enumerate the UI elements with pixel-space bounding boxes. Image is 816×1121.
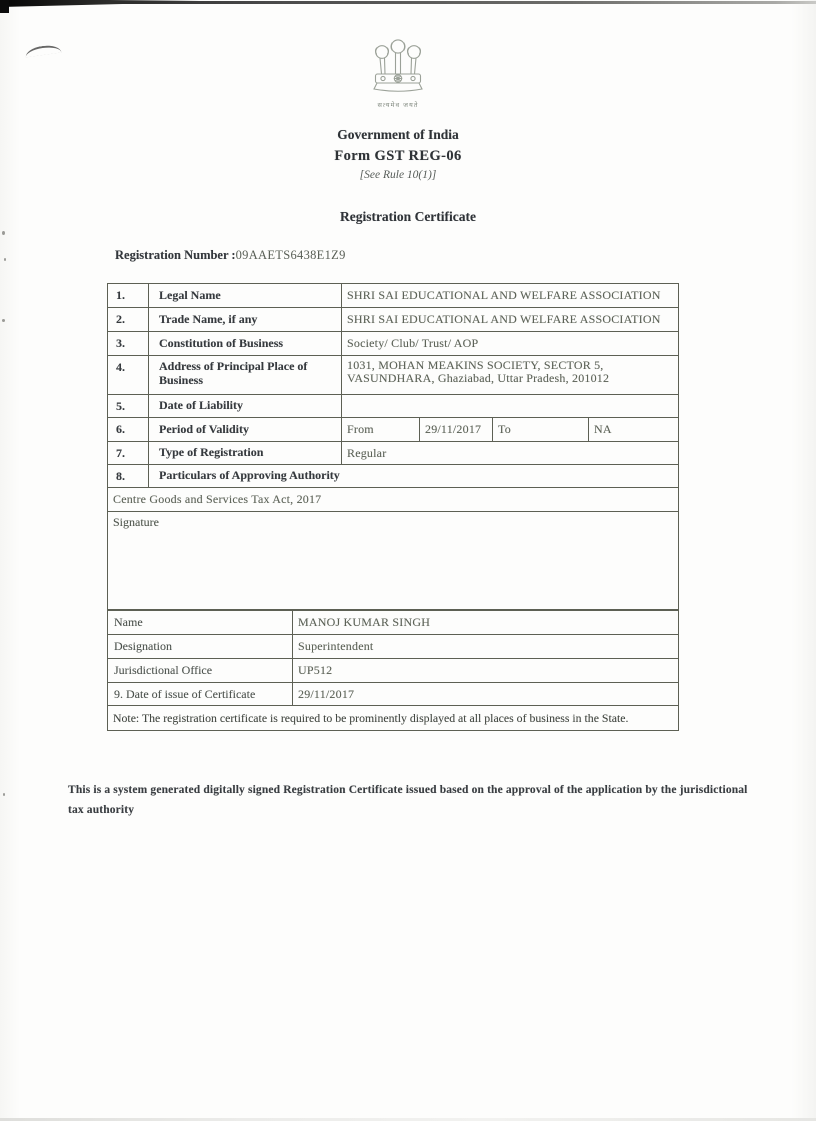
approving-authority-table <box>107 609 679 731</box>
digital-signature-disclaimer <box>68 781 748 820</box>
row-number: 5. <box>108 395 149 418</box>
field-value: SHRI SAI EDUCATIONAL AND WELFARE ASSOCIATION <box>342 308 679 332</box>
field-value: Society/ Club/ Trust/ AOP <box>342 332 679 356</box>
field-label: Address of Principal Place of Business <box>149 356 342 395</box>
disclaimer-line: tax authority <box>68 803 135 816</box>
row-number: 7. <box>108 442 149 465</box>
registration-number-value: 09AAETS6438E1Z9 <box>235 248 346 262</box>
table-row <box>108 683 679 706</box>
field-label: Date of Liability <box>149 395 342 418</box>
table-row <box>108 488 679 512</box>
scan-speck <box>3 793 5 796</box>
field-value <box>342 395 679 418</box>
government-of-india-heading: Government of India <box>337 127 459 142</box>
table-row <box>108 308 679 332</box>
table-row <box>108 356 679 395</box>
registration-number-line <box>115 248 346 263</box>
officer-field-value: 29/11/2017 <box>293 683 679 706</box>
table-row <box>108 442 679 465</box>
certificate-details-table <box>107 283 679 611</box>
validity-from-label: From <box>342 418 420 442</box>
disclaimer-line: This is a system generated digitally signed Registration Certificate issued based on the approval of the application by the jurisdictional <box>68 784 748 796</box>
field-value: SHRI SAI EDUCATIONAL AND WELFARE ASSOCIATION <box>342 284 679 308</box>
officer-field-value: Superintendent <box>293 635 679 659</box>
certificate-title: Registration Certificate <box>339 209 477 224</box>
row-number: 6. <box>108 418 149 442</box>
field-label: Particulars of Approving Authority <box>149 465 679 488</box>
table-row <box>108 332 679 356</box>
table-row <box>108 512 679 611</box>
officer-field-label: Jurisdictional Office <box>108 659 293 683</box>
officer-field-label: Designation <box>108 635 293 659</box>
india-national-emblem-icon <box>366 36 430 109</box>
scan-speck <box>2 319 5 322</box>
act-name: Centre Goods and Services Tax Act, 2017 <box>108 488 679 512</box>
table-row <box>108 610 679 635</box>
field-label: Trade Name, if any <box>149 308 342 332</box>
scan-corner-mark <box>0 0 9 13</box>
registration-number-label: Registration Number : <box>115 248 236 262</box>
field-label: Legal Name <box>149 284 342 308</box>
rule-reference: [See Rule 10(1)] <box>359 169 437 181</box>
emblem-motto: सत्यमेव जयते <box>377 101 419 109</box>
document-header <box>0 36 806 181</box>
table-row <box>108 465 679 488</box>
scan-speck <box>4 258 6 261</box>
row-number: 1. <box>108 284 149 308</box>
row-number: 4. <box>108 356 149 395</box>
table-row <box>108 635 679 659</box>
row-number: 2. <box>108 308 149 332</box>
officer-field-value: UP512 <box>293 659 679 683</box>
table-row <box>108 418 679 442</box>
table-row <box>108 284 679 308</box>
field-label: Constitution of Business <box>149 332 342 356</box>
validity-from-value: 29/11/2017 <box>420 418 493 442</box>
display-note: Note: The registration certificate is required to be prominently displayed at all places of business in the State. <box>108 706 679 731</box>
scan-speck <box>2 231 5 235</box>
table-row <box>108 659 679 683</box>
table-row <box>108 395 679 418</box>
validity-to-label: To <box>493 418 589 442</box>
field-label: Type of Registration <box>149 442 342 465</box>
signature-area: Signature <box>108 512 679 611</box>
address-line: VASUNDHARA, Ghaziabad, Uttar Pradesh, 201012 <box>347 371 610 385</box>
officer-field-value: MANOJ KUMAR SINGH <box>293 610 679 635</box>
row-number: 8. <box>108 465 149 488</box>
address-line: 1031, MOHAN MEAKINS SOCIETY, SECTOR 5, <box>347 358 604 372</box>
field-label: Period of Validity <box>149 418 342 442</box>
row-number: 3. <box>108 332 149 356</box>
officer-field-label: Name <box>108 610 293 635</box>
field-value <box>342 356 679 395</box>
field-value: Regular <box>342 442 679 465</box>
form-title: Form GST REG-06 <box>334 148 462 164</box>
validity-to-value: NA <box>589 418 679 442</box>
officer-field-label: 9. Date of issue of Certificate <box>108 683 293 706</box>
table-row <box>108 706 679 731</box>
